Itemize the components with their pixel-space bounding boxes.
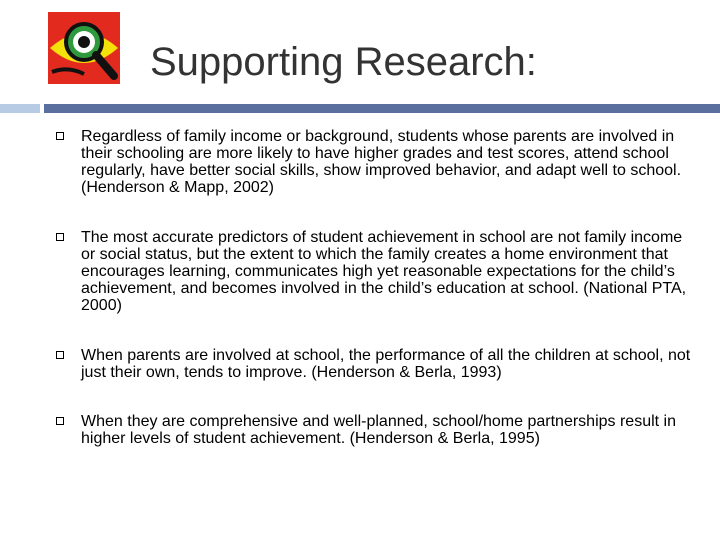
- page-title: Supporting Research:: [150, 40, 537, 84]
- bullet-text: The most accurate predictors of student achievement in school are not family income or social status, but the extent to which the family creates a home environment that encourages learning, communicates high yet reasonable expectations for the child’s achievement, and becomes involved in the child’s education at school. (National PTA, 2000): [81, 229, 687, 314]
- bullet-text: When parents are involved at school, the performance of all the children at school, not just their own, tends to improve. (Henderson & Berla, 1993): [81, 347, 691, 381]
- square-bullet-icon: [56, 417, 64, 425]
- header-accent-bar: [44, 104, 720, 113]
- list-item: [56, 347, 696, 381]
- bullet-text: When they are comprehensive and well-planned, school/home partnerships result in higher levels of student achievement. (Henderson & Berla, 1995): [81, 413, 676, 447]
- bullet-text: Regardless of family income or background, students whose parents are involved in their schooling are more likely to have higher grades and test scores, attend school regularly, have better social skills, show improved behavior, and adapt well to school. (Henderson & Mapp, 2002): [81, 128, 682, 196]
- square-bullet-icon: [56, 132, 64, 140]
- square-bullet-icon: [56, 351, 64, 359]
- square-bullet-icon: [56, 233, 64, 241]
- bullet-list: [56, 128, 696, 447]
- magnifier-eye-icon: [48, 12, 120, 84]
- list-item: [56, 413, 696, 447]
- list-item: [56, 128, 696, 196]
- list-item: [56, 229, 696, 314]
- header-accent-bar-light: [0, 104, 40, 113]
